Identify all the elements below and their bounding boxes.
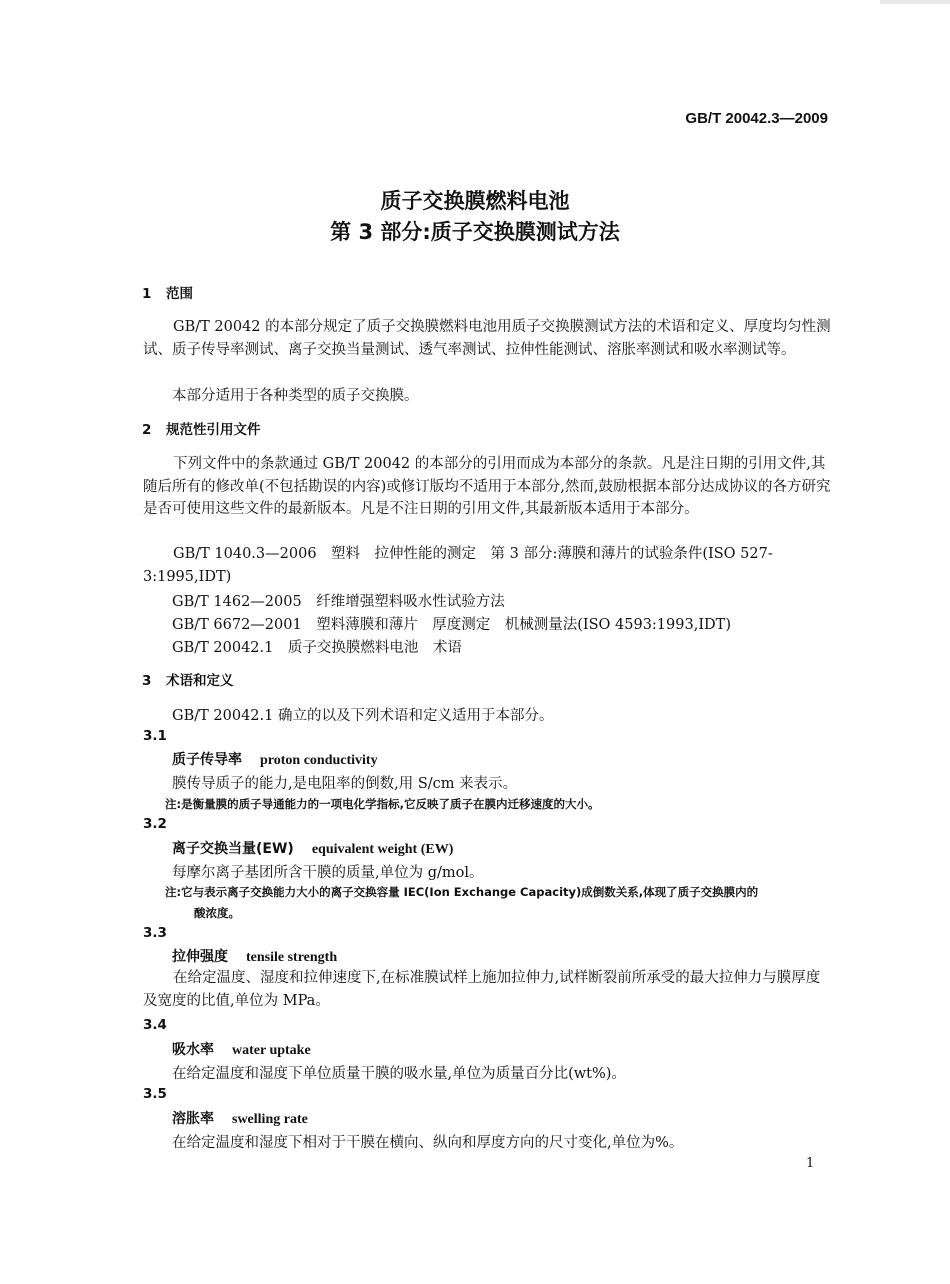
term-heading [172,946,337,966]
page-number: 1 [806,1156,815,1171]
clause-number: 3.3 [143,925,167,941]
section-title: 规范性引用文件 [166,422,261,438]
section-1-paragraph-2: 本部分适用于各种类型的质子交换膜。 [172,388,419,404]
reference-item: GB/T 6672—2001 塑料薄膜和薄片 厚度测定 机械测量法(ISO 4593:1993,IDT) [172,617,731,633]
section-number: 1 [142,286,152,302]
section-2-paragraph-1: 下列文件中的条款通过 GB/T 20042 的本部分的引用而成为本部分的条款。凡是注日期的引用文件,其随后所有的修改单(不包括勘误的内容)或修订版均不适用于本部分,然而,鼓励根据本部分达成协议的各方研究是否可使用这些文件的最新版本。凡是不注日期的引用文件,其最新版本适用于本部分。 [143,456,831,517]
term-note: 注:是衡量膜的质子导通能力的一项电化学指标,它反映了质子在膜内迁移速度的大小。 [165,797,600,811]
reference-item: GB/T 1040.3—2006 塑料 拉伸性能的测定 第 3 部分:薄膜和薄片的试验条件(ISO 527-3:1995,IDT) [143,546,773,585]
section-number: 3 [142,673,152,689]
term-chinese: 溶胀率 [172,1111,214,1127]
section-1-paragraph-1: GB/T 20042 的本部分规定了质子交换膜燃料电池用质子交换膜测试方法的术语和定义、厚度均匀性测试、质子传导率测试、离子交换当量测试、透气率测试、拉伸性能测试、溶胀率测试和吸水率测试等。 [143,319,831,358]
term-english: water uptake [232,1043,311,1058]
title-line-2: 第 3 部分:质子交换膜测试方法 [330,220,620,244]
clause-number: 3.1 [143,728,167,744]
term-chinese: 离子交换当量(EW) [172,841,294,857]
section-3-heading [142,669,234,689]
term-english: tensile strength [246,950,338,965]
term-definition: 每摩尔离子基团所含干膜的质量,单位为 g/mol。 [172,865,484,881]
clause-number: 3.4 [143,1017,167,1033]
term-heading [172,749,378,769]
standard-code: GB/T 20042.3—2009 [685,110,828,127]
clause-number: 3.2 [143,816,167,832]
term-english: proton conductivity [260,753,378,768]
section-title: 范围 [166,286,193,302]
term-chinese: 质子传导率 [172,752,242,768]
section-1-heading [142,282,193,302]
section-number: 2 [142,422,152,438]
term-definition: 在给定温度和湿度下单位质量干膜的吸水量,单位为质量百分比(wt%)。 [172,1066,626,1082]
section-2-heading [142,418,261,438]
clause-number: 3.5 [143,1086,167,1102]
term-definition: 膜传导质子的能力,是电阻率的倒数,用 S/cm 来表示。 [172,776,518,792]
term-note: 注:它与表示离子交换能力大小的离子交换容量 IEC(Ion Exchange Capacity)成倒数关系,体现了质子交换膜内的 [165,885,759,899]
section-3-intro: GB/T 20042.1 确立的以及下列术语和定义适用于本部分。 [172,708,554,724]
term-definition: 在给定温度和湿度下相对于干膜在横向、纵向和厚度方向的尺寸变化,单位为%。 [172,1135,684,1151]
title-line-1: 质子交换膜燃料电池 [380,189,570,213]
term-heading [172,838,453,858]
reference-item: GB/T 1462—2005 纤维增强塑料吸水性试验方法 [172,594,505,610]
term-definition: 在给定温度、湿度和拉伸速度下,在标准膜试样上施加拉伸力,试样断裂前所承受的最大拉伸力与膜厚度及宽度的比值,单位为 MPa。 [143,970,821,1009]
reference-item: GB/T 20042.1 质子交换膜燃料电池 术语 [172,640,462,656]
scan-mark [880,0,950,4]
term-chinese: 拉伸强度 [172,949,228,965]
term-heading [172,1108,308,1128]
term-english: equivalent weight (EW) [311,842,454,857]
term-heading [172,1039,311,1059]
term-chinese: 吸水率 [172,1042,214,1058]
term-note-continuation: 酸浓度。 [194,906,240,920]
term-english: swelling rate [232,1112,308,1127]
section-title: 术语和定义 [166,673,234,689]
